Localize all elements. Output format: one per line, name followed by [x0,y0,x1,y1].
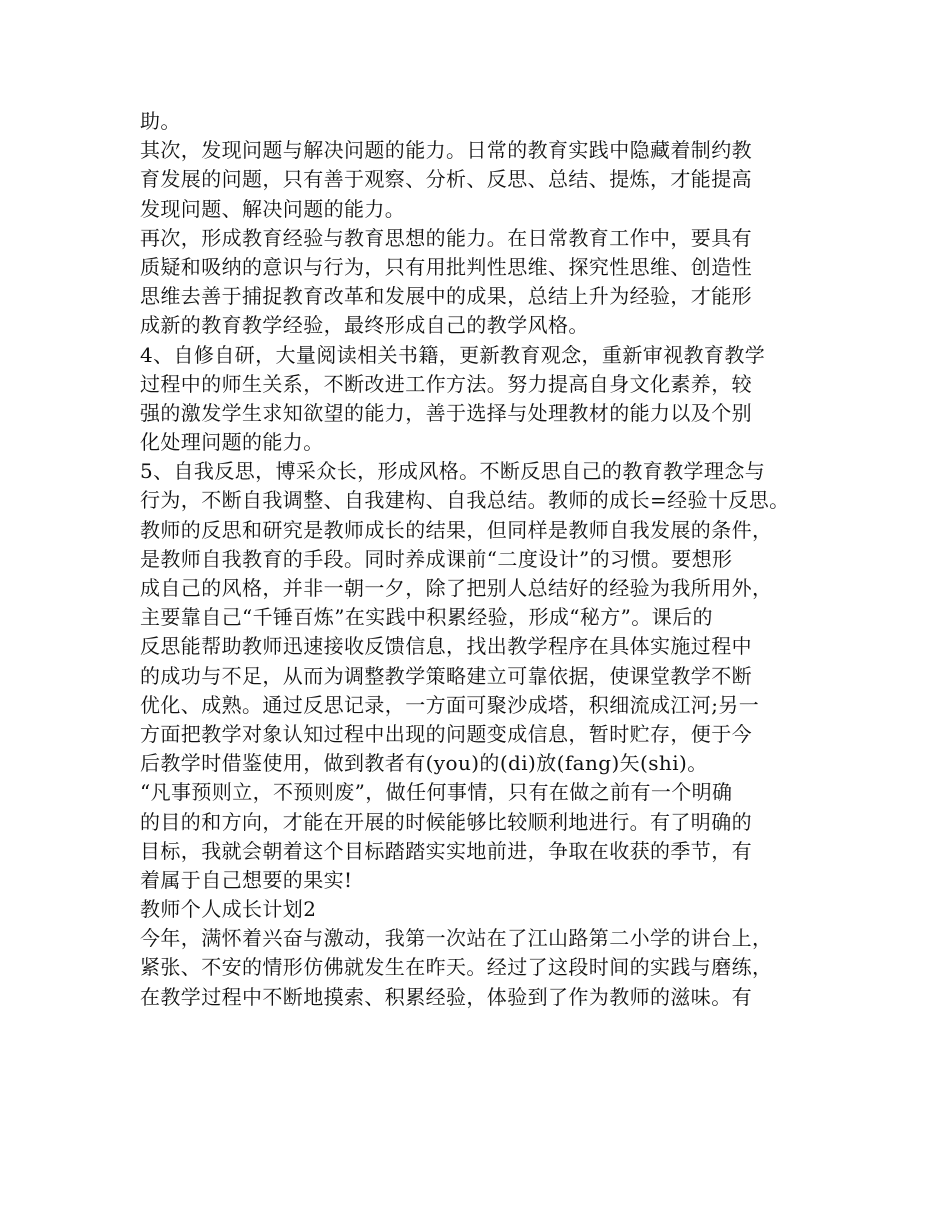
text-line: 教师的反思和研究是教师成长的结果，但同样是教师自我发展的条件， [140,517,773,542]
text-line: 是教师自我教育的手段。同时养成课前“二度设计”的习惯。要想形 [140,546,733,571]
text-line: 今年，满怀着兴奋与激动，我第一次站在了江山路第二小学的讲台上， [140,926,773,951]
text-line: 发现问题、解决问题的能力。 [140,196,406,221]
text-line: 4、自修自研，大量阅读相关书籍，更新教育观念，重新审视教育教学 [140,342,766,367]
text-line: 过程中的师生关系，不断改进工作方法。努力提高自身文化素养，较 [140,371,752,396]
document-body [140,107,840,1012]
text-line: 优化、成熟。通过反思记录，一方面可聚沙成塔，积细流成江河;另一 [140,692,760,717]
text-line: 成新的教育教学经验，最终形成自己的教学风格。 [140,313,589,338]
text-line: 其次，发现问题与解决问题的能力。日常的教育实践中隐藏着制约教 [140,138,752,163]
text-line: 再次，形成教育经验与教育思想的能力。在日常教育工作中，要具有 [140,225,752,250]
text-line: 助。 [140,109,181,133]
text-line: 的目的和方向，才能在开展的时候能够比较顺利地进行。有了明确的 [140,809,752,834]
text-line: 强的激发学生求知欲望的能力，善于选择与处理教材的能力以及个别 [140,400,752,425]
text-line: 思维去善于捕捉教育改革和发展中的成果，总结上升为经验，才能形 [140,284,752,309]
text-line: 育发展的问题，只有善于观察、分析、反思、总结、提炼，才能提高 [140,167,752,192]
text-line: 着属于自己想要的果实! [140,867,353,892]
text-line: 主要靠自己“千锤百炼”在实践中积累经验，形成“秘方”。课后的 [140,605,713,630]
text-line: 化处理问题的能力。 [140,430,324,455]
text-line: 在教学过程中不断地摸索、积累经验，体验到了作为教师的滋味。有 [140,984,752,1009]
text-line: 目标，我就会朝着这个目标踏踏实实地前进，争取在收获的季节，有 [140,838,752,863]
text-line: 反思能帮助教师迅速接收反馈信息，找出教学程序在具体实施过程中 [140,634,752,659]
text-line: 后教学时借鉴使用，做到教者有(you)的(di)放(fang)矢(shi)。 [140,751,708,776]
section-heading: 教师个人成长计划2 [140,897,317,922]
text-line: 成自己的风格，并非一朝一夕，除了把别人总结好的经验为我所用外， [140,576,773,600]
text-line: “凡事预则立，不预则废”，做任何事情，只有在做之前有一个明确 [140,780,733,805]
text-line: 质疑和吸纳的意识与行为，只有用批判性思维、探究性思维、创造性 [140,254,752,279]
text-line: 紧张、不安的情形仿佛就发生在昨天。经过了这段时间的实践与磨练， [140,955,773,980]
text-line: 方面把教学对象认知过程中出现的问题变成信息，暂时贮存，便于今 [140,721,752,746]
text-line: 5、自我反思，博采众长，形成风格。不断反思自己的教育教学理念与 [140,459,766,484]
text-line: 行为，不断自我调整、自我建构、自我总结。教师的成长=经验十反思。 [140,488,790,513]
text-line: 的成功与不足，从而为调整教学策略建立可靠依据，使课堂教学不断 [140,663,752,688]
